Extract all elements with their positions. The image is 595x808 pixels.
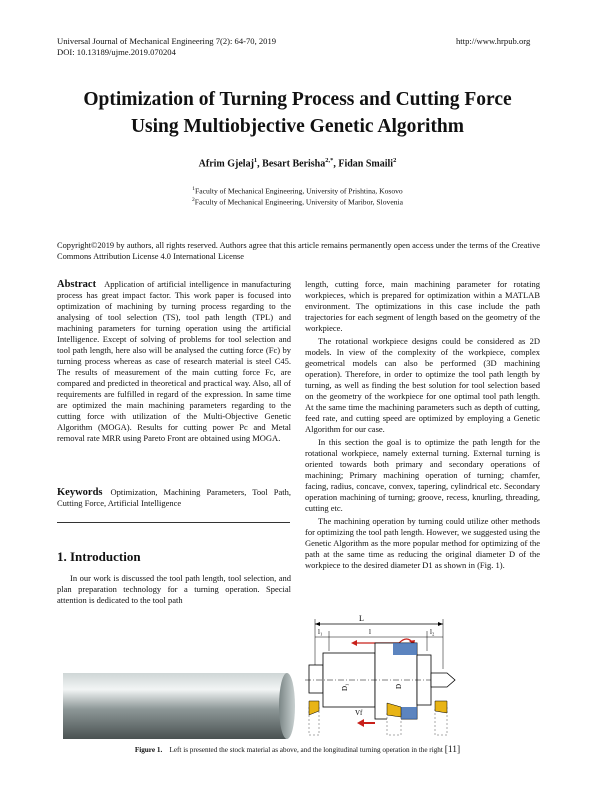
affiliation-2 [0, 197, 595, 207]
caption-label: Figure 1. [134, 746, 163, 754]
right-paragraph-2: The rotational workpiece designs could be considered as 2D models. In view of the complexity of the workpiece, complex geometrical models can also be performed (3D machining operation). Therefore, in order to optimize the tool path length by turning, as well as finding the best solution for tool selection based on the geometry of the workpiece for one optimal tool path length. At the same time the machining parameters such as depth of cutting, feed rate, and cutting speed are optimized by employing a Genetic Algorithm for our case. [305, 336, 540, 434]
abstract-section [57, 279, 291, 444]
intro-heading: 1. Introduction [57, 549, 141, 564]
title-line-1: Optimization of Turning Process and Cutting Force [83, 89, 512, 110]
cutting-tool-left [309, 701, 319, 735]
right-paragraph-4: The machining operation by turning could utilize other methods for optimizing the tool path length. However, we suggested using the Genetic Algorithm as the more popular method for optimizing of the path at the same time as reducing the original diameter D of the workpiece to the desired diameter D1 as shown in (Fig. 1). [305, 516, 540, 570]
author-2: Besart Berisha [262, 158, 326, 170]
author-1-affil: 1 [253, 157, 258, 164]
abstract-text: Application of artificial intelligence in manufacturing process has great impact factor. This work paper is focused into optimization of machining by turning process regarding to the analysing of tool selection (TS), tool path length (TPL) and machining parameters for turning operation using the artificial Intelligence. Except of solving of problems for tool selection and tool path length, here also will be analysed the cutting force (Fc) by turning process whereas as case of research material is steel C45. The results of measurement of the main cutting force Fc, are compared and predicted in theoretical and practical way. Also, all of requirements are fulfilled in regard of the expression. In same time are optimized the main machining parameters regarding to the cutting force with utilization of the Multi-Objective Genetic Algorithm (MOGA). Results for cutting power Pc and Metal removal rate MRR using Pareto Front are obtained using MOGA. [57, 279, 291, 443]
author-list: Afrim Gjelaj$^1$, Besart Berisha$^{2,*}$, Fidan Smaili$^2$ [198, 157, 397, 170]
dim-label-l2: l₂ [430, 628, 435, 636]
affiliation-2-text: Faculty of Mechanical Engineering, University of Maribor, Slovenia [194, 197, 403, 207]
feed-label: Vf [355, 709, 363, 717]
intro-text: In our work is discussed the tool path length, tool selection, and plan preparation technology for a turning operation. Special attention is dedicated to the tool path [57, 573, 291, 605]
author-3: Fidan Smaili [338, 158, 394, 170]
caption-text: Left is presented the stock material as above, and the longitudinal turning operation in the right [169, 746, 443, 754]
turning-diagram [305, 614, 455, 735]
caption-reference: [11] [444, 745, 461, 755]
cutting-tool-middle [387, 703, 401, 735]
title-line-2: Using Multiobjective Genetic Algorithm [130, 116, 465, 137]
author-3-affil: 2 [393, 157, 397, 164]
right-paragraph-1: length, cutting force, main machining parameter for rotating workpieces, which is prepared for optimization within a MATLAB environment. The optimizations in this case include the path trajectories for each segment of length based on the geometry of the workpiece. [305, 279, 540, 333]
section-divider [57, 522, 290, 523]
intro-paragraph [57, 573, 291, 606]
journal-url[interactable]: http://www.hrpub.org [456, 36, 531, 46]
author-1: Afrim Gjelaj [198, 158, 254, 170]
keywords-section [57, 487, 291, 509]
affiliation-2-number: 2 [191, 197, 195, 203]
stock-cylinder [63, 673, 295, 739]
dim-label-D: D [395, 683, 403, 689]
right-paragraph-3: In this section the goal is to optimize the path length for the rotational workpiece, namely external turning. External turning is oriented towards both primary and secondary operations of machining; Primary machining operation of turning; chamfer, facing, radius, concave, convex, tapering, cylindrical etc. Secondary operation machining of turning; groove, recess, knurling, threading, cutting etc. [305, 437, 540, 513]
dim-label-D1: D₁ [341, 683, 349, 691]
keywords-label: Keywords [57, 487, 103, 498]
keywords-text: Optimization, Machining Parameters, Tool Path, Cutting Force, Artificial Intelligence [57, 487, 291, 508]
affiliation-1-number: 1 [192, 186, 195, 192]
affiliation-1-text: Faculty of Mechanical Engineering, University of Prishtina, Kosovo [195, 186, 403, 196]
dim-label-l: l [369, 628, 371, 636]
journal-citation: Universal Journal of Mechanical Engineering 7(2): 64-70, 2019 [57, 36, 277, 46]
affiliation-1 [0, 186, 595, 196]
copyright-notice: Copyright©2019 by authors, all rights reserved. Authors agree that this article remains permanently open access under the terms of the Creative Commons Attribution License 4.0 International License [57, 241, 540, 261]
right-column [305, 279, 540, 571]
abstract-label: Abstract [57, 279, 97, 290]
doi: DOI: 10.13189/ujme.2019.070204 [57, 47, 176, 57]
dim-label-l1: l₁ [318, 628, 323, 636]
paper-title [40, 86, 555, 140]
author-2-affil: 2,* [325, 157, 334, 164]
cutting-tool-right [435, 701, 447, 735]
dim-label-L: L [359, 614, 364, 623]
figure-caption [0, 745, 595, 755]
figure-1 [57, 611, 540, 739]
